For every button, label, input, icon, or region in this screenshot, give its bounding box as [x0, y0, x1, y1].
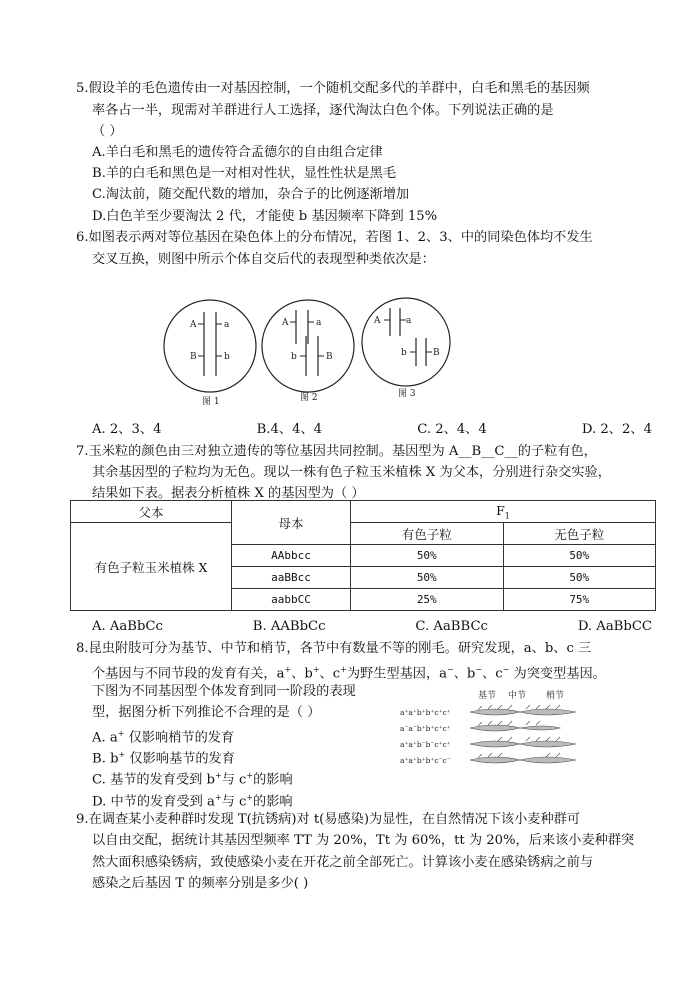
q7-stem-line2: 其余基因型的子粒均为无色。现以一株有色子粒玉米植株 X 为父本，分别进行杂交实验，: [92, 465, 611, 480]
appendage-row-1: [400, 705, 576, 717]
colored-cell: 25%: [351, 589, 504, 611]
header-colored: 有色子粒: [351, 523, 504, 545]
q8-option-d: [92, 789, 293, 811]
fig3-label-A: A: [374, 316, 381, 326]
q7-option-c: C. AaBBCc: [415, 619, 488, 634]
genotype-label: a⁺a⁺b⁺b⁺c⁺c⁺: [400, 708, 451, 717]
q8-text: 、c: [319, 666, 341, 682]
father-cell: 有色子粒玉米植株 X: [71, 523, 232, 611]
header-f1: [351, 501, 656, 523]
sup: −: [502, 665, 510, 674]
mother-cell: AAbbcc: [232, 545, 351, 567]
q6-option-d: D. 2、2、4: [581, 422, 652, 437]
figure-3: [362, 298, 450, 399]
header-f1-subscript: 1: [504, 511, 510, 521]
q5-option-c: C.淘汰前，随交配代数的增加，杂合子的比例逐渐增加: [92, 187, 410, 202]
q6-stem-line1: 6.如图表示两对等位基因在染色体上的分布情况，若图 1、2、3、中的同染色体均不发生: [76, 230, 593, 245]
table-header-row-2: [71, 523, 656, 545]
fig1-label-b: b: [224, 352, 230, 362]
q8-text: A. a: [92, 730, 118, 746]
fig3-label-b: b: [401, 348, 407, 358]
header-father: 父本: [71, 501, 232, 523]
sup: +: [214, 771, 222, 780]
fig3-label-B: B: [433, 348, 440, 358]
q8-text: 仅影响基节的发育: [125, 751, 235, 767]
q9-stem-line1: 9.在调查某小麦种群时发现 T(抗锈病)对 t(易感染)为显性，在自然情况下该小麦种群可: [76, 812, 581, 827]
genotype-label: a⁺a⁺b⁻b⁻c⁺c⁺: [400, 740, 451, 749]
q9-stem-line4: 感染之后基因 T 的频率分别是多少( ): [92, 876, 309, 891]
q8-option-a: [92, 725, 234, 747]
figure-2: [262, 300, 354, 403]
sup: +: [117, 729, 125, 738]
header-colorless: 无色子粒: [503, 523, 656, 545]
q8-option-c: [92, 767, 293, 789]
q8-text: 、b: [453, 666, 476, 682]
appendage-figure: [400, 688, 584, 766]
sup: +: [284, 665, 292, 674]
q5-stem-line1: 5.假设羊的毛色遗传由一对基因控制，一个随机交配多代的羊群中，白毛和黑毛的基因频: [76, 81, 590, 96]
fig1-caption: 图 1: [202, 397, 220, 407]
mother-cell: aaBBcc: [232, 567, 351, 589]
q8-text: 为野生型基因，a: [346, 666, 448, 682]
q8-text: 与 c: [221, 794, 247, 810]
sup: +: [312, 665, 320, 674]
q8-stem-line3: 下图为不同基因型个体发育到同一阶段的表现: [92, 684, 356, 699]
q7-stem-line3: 结果如下表。据表分析植株 X 的基因型为（ ）: [92, 486, 365, 501]
q6-option-a: A. 2、3、4: [92, 422, 162, 437]
sup: +: [118, 750, 126, 759]
fig2-label-b: b: [291, 352, 297, 362]
q5-stem-line2: 率各占一半，现需对羊群进行人工选择，逐代淘汰白色个体。下列说法正确的是: [92, 103, 554, 118]
q9-stem-line3: 然大面积感染锈病，致使感染小麦在开花之前全部死亡。计算该小麦在感染锈病之前与: [92, 855, 594, 870]
q8-stem-line2: [92, 661, 606, 683]
fig2-label-B: B: [326, 352, 333, 362]
q6-options: [92, 421, 652, 439]
q8-text: 的影响: [253, 772, 293, 788]
cross-result-table: [70, 500, 656, 611]
fig3-label-a: a: [406, 316, 412, 326]
mother-cell: aabbCC: [232, 589, 351, 611]
fig2-caption: 图 2: [300, 393, 318, 403]
sup: −: [475, 665, 483, 674]
q8-text: 仅影响梢节的发育: [124, 730, 235, 746]
q8-stem-line4: 型，据图分析下列推论不合理的是（ ）: [92, 705, 321, 720]
sup: +: [214, 793, 222, 802]
q9-stem-line2: 以自由交配，据统计其基因型频率 TT 为 20%，Tt 为 60%，tt 为 20%，后来该小麦种群突: [92, 833, 635, 848]
colored-cell: 50%: [351, 545, 504, 567]
header-tip: 梢节: [546, 691, 565, 701]
colorless-cell: 75%: [503, 589, 656, 611]
q8-stem-line1: 8.昆虫附肢可分为基节、中节和梢节，各节中有数量不等的刚毛。研究发现，a、b、c 三: [76, 641, 592, 656]
q8-option-b: [92, 746, 235, 768]
genotype-label: a⁺a⁺b⁺b⁺c⁻c⁻: [400, 756, 451, 765]
sup: +: [246, 771, 254, 780]
fig1-label-a: a: [224, 320, 230, 330]
q8-text: 为突变型基因。: [509, 666, 606, 682]
q5-answer-bracket: （ ）: [92, 124, 123, 139]
genotype-label: a⁻a⁻b⁺b⁺c⁺c⁺: [400, 724, 451, 733]
fig3-caption: 图 3: [398, 389, 416, 399]
table-header-row-1: [71, 501, 656, 523]
colorless-cell: 50%: [503, 567, 656, 589]
header-basal: 基节: [478, 691, 497, 701]
fig2-label-a: a: [316, 318, 322, 328]
sup: +: [340, 665, 347, 674]
q7-stem-line1: 7.玉米粒的颜色由三对独立遗传的等位基因共同控制。基因型为 A__B__C__的子粒有色，: [76, 444, 597, 459]
fig1-label-B: B: [190, 352, 197, 362]
q6-stem-line2: 交叉互换，则图中所示个体自交后代的表现型种类依次是：: [92, 252, 435, 267]
q8-text: B. b: [92, 751, 119, 767]
q7-option-d: D. AaBbCC: [577, 619, 652, 634]
q7-options: [92, 618, 652, 636]
sup: −: [447, 665, 454, 674]
q5-option-a: A.羊白毛和黑毛的遗传符合孟德尔的自由组合定律: [92, 145, 383, 160]
colored-cell: 50%: [351, 567, 504, 589]
appendage-row-4: [400, 753, 576, 765]
q8-text: 、c: [482, 666, 503, 682]
q8-text: 的影响: [253, 794, 293, 810]
sup: +: [246, 793, 254, 802]
q8-text: D. 中节的发育受到 a: [92, 794, 215, 810]
q7-option-b: B. AABbCc: [252, 619, 326, 634]
fig2-label-A: A: [282, 318, 289, 328]
q8-text: 与 c: [221, 772, 247, 788]
header-middle: 中节: [508, 691, 527, 701]
chromosome-figures: [160, 294, 460, 410]
appendage-row-2: [400, 721, 560, 733]
figure-1: [164, 300, 256, 407]
q8-text: 、b: [291, 666, 313, 682]
header-f1-letter: F: [496, 502, 505, 518]
q5-option-d: D.白色羊至少要淘汰 2 代，才能使 b 基因频率下降到 15%: [92, 209, 438, 224]
q8-text: C. 基节的发育受到 b: [92, 772, 215, 788]
q8-text: 个基因与不同节段的发育有关，a: [92, 666, 285, 682]
q7-option-a: A. AaBbCc: [92, 619, 163, 634]
fig1-label-A: A: [190, 320, 197, 330]
header-mother: 母本: [232, 501, 351, 545]
q5-option-b: B.羊的白毛和黑色是一对相对性状，显性性状是黑毛: [92, 166, 397, 181]
appendage-row-3: [400, 737, 576, 749]
colorless-cell: 50%: [503, 545, 656, 567]
q6-option-b: B.4、4、4: [256, 422, 323, 437]
q6-option-c: C. 2、4、4: [417, 422, 487, 437]
